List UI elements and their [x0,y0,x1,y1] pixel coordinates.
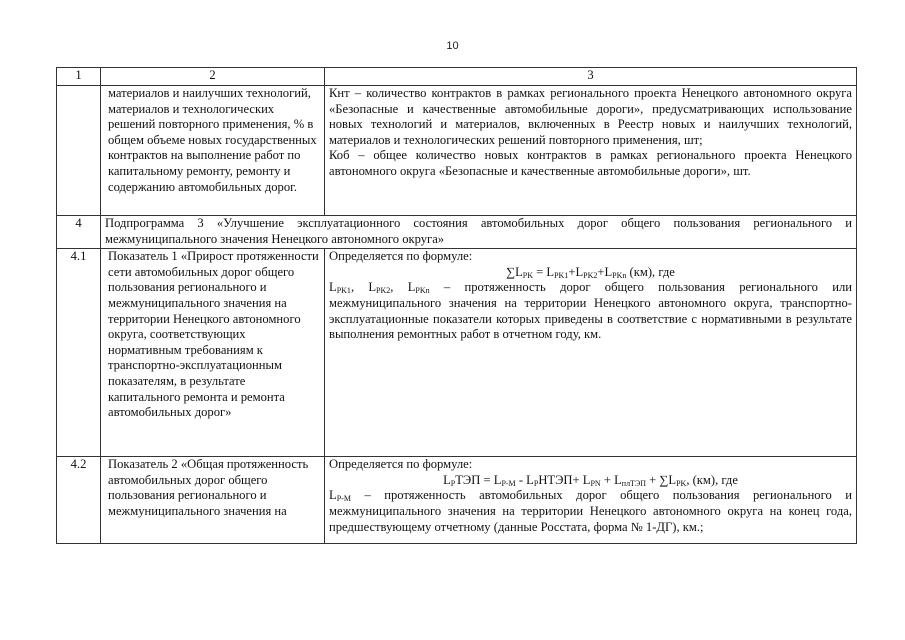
header-col-1: 1 [57,68,101,86]
indicator-name-cell: Показатель 1 «Прирост протяженности сети автомобильных дорог общего пользования регионального и межмуниципального значения на территории Ненецкого автономного округа, соответствующих нормативным требованиям к транспортно-эксплуатационным показателям, в результате капитального ремонта и ремонта автомобильных дорог» [101,249,325,457]
row-number: 4.1 [57,249,101,457]
row-number: 4 [57,216,101,249]
formula-definition: $L_{PK1}$, $L_{PK2}$, $L_{PKn}$ – протяженность дорог общего пользования регионального или межмуниципального значения на территории Ненецкого автономного округа, транспортно-эксплуатационные показатели которых приведены в соответствие с нормативными в результате выполнения ремонтных работ в отчетном году, км. [329,280,852,342]
row-number-empty [57,86,101,216]
subprogram-title: Подпрограмма 3 «Улучшение эксплуатационного состояния автомобильных дорог общего пользования регионального и межмуниципального значения Ненецкого автономного округа» [101,216,857,249]
table-row-4-2 [57,457,857,544]
formula-intro: Определяется по формуле: [329,249,473,264]
paragraph-knt: Кнт – количество контрактов в рамках регионального проекта Ненецкого автономного округа «Безопасные и качественные автомобильные дороги», предусматривающих использование новых технологий и материалов, включенных в Реестр новых и наилучших технологий, материалов и технологических решений повторного применения, шт; [329,86,852,147]
indicator-formula-cell [325,86,857,216]
table-header-row [57,68,857,86]
formula-intro: Определяется по формуле: [329,457,473,472]
indicator-name-cell: материалов и наилучших технологий, материалов и технологических решений повторного применения, % в общем объеме новых государственных контрактов на выполнение работ по капитальному ремонту, ремонту и содержанию автомобильных дорог. [101,86,325,216]
header-col-2: 2 [101,68,325,86]
header-col-3: 3 [325,68,857,86]
formula-line: $\sum L_{PK} = L_{PK1}+L_{PK2}+L_{PKn}$ (км), где [506,264,675,280]
table-row-continuation [57,86,857,216]
formula-definition: $L_{P-M}$ – протяженность автомобильных дорог общего пользования регионального и межмуниципального значения на территории Ненецкого автономного округа на конец года, предшествующему отчетному (данные Росстата, форма № 1-ДГ), км.; [329,488,852,534]
row-number: 4.2 [57,457,101,544]
paragraph-kob: Коб – общее количество новых контрактов в рамках регионального проекта Ненецкого автономного округа «Безопасные и качественные автомобильные дороги», шт. [329,148,852,178]
table-row-subprogram-3 [57,216,857,249]
table-row-4-1 [57,249,857,457]
indicator-table [56,67,857,544]
formula-line: $L_PТЭП = L_{P-M}$ - $L_PНТЭП+ L_{PN} + L_{плТЭП} + \sum L_{PK}$, (км), где [443,472,738,488]
indicator-formula-cell [325,457,857,544]
indicator-name-cell: Показатель 2 «Общая протяженность автомобильных дорог общего пользования регионального и межмуниципального значения на [101,457,325,544]
page-number: 10 [446,40,459,52]
indicator-formula-cell [325,249,857,457]
